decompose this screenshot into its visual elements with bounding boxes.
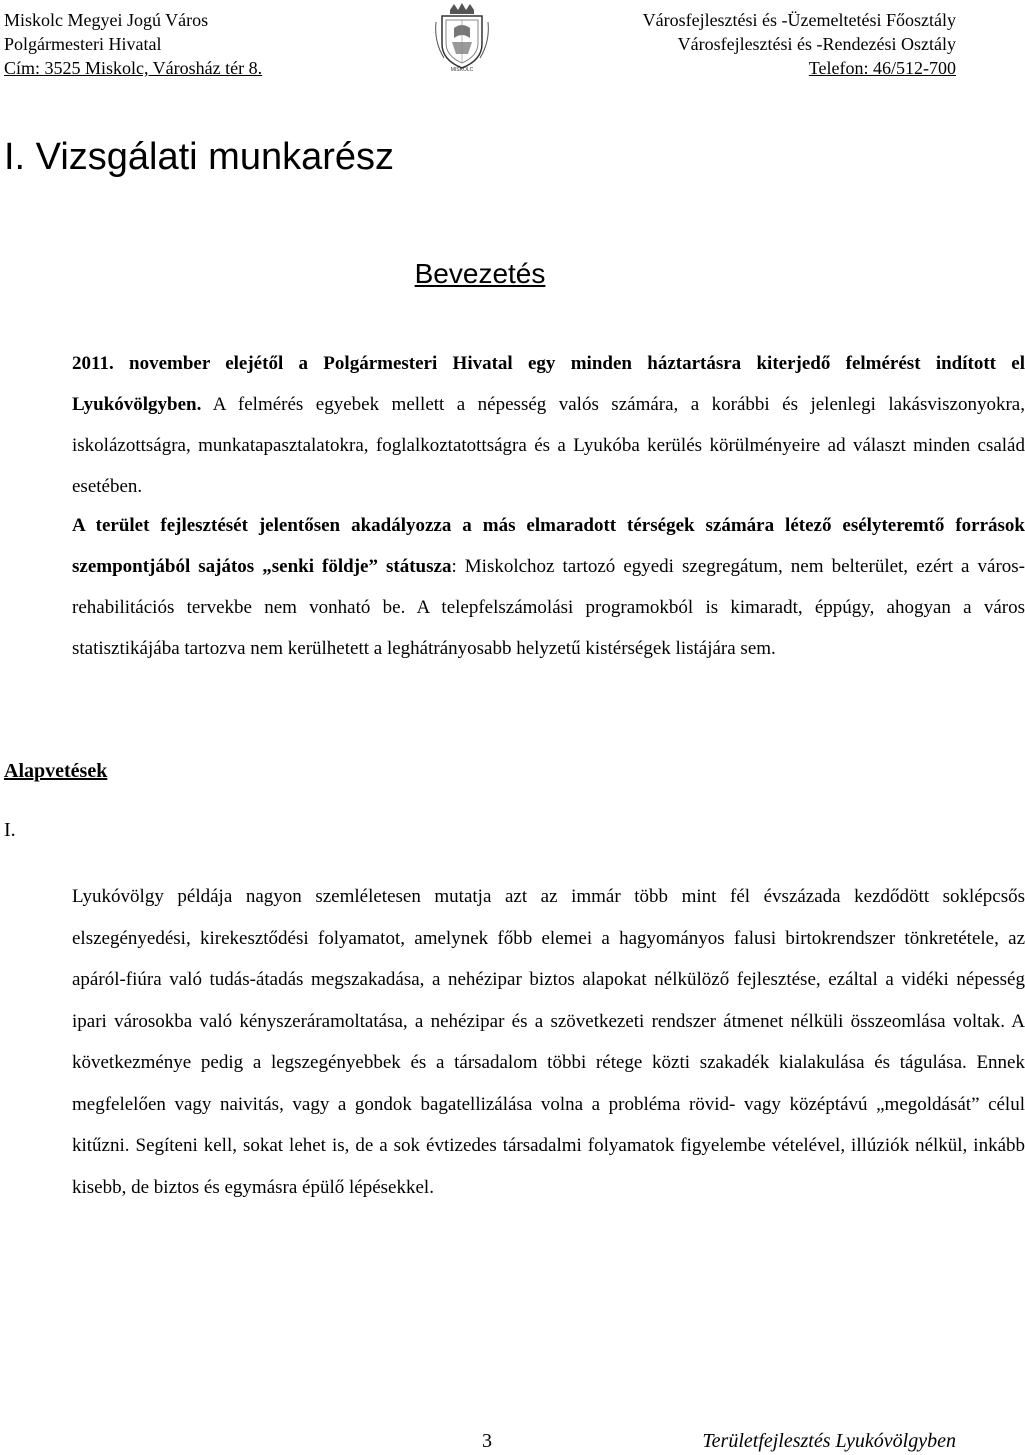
- header-right-block: [643, 8, 956, 80]
- header-org-name: Miskolc Megyei Jogú Város: [4, 10, 209, 30]
- page-footer: [0, 1428, 960, 1455]
- intro-bold-text: 2011. november elejétől a Polgármesteri Hivatal egy minden háztartásra kiterjedő felmérést indított el Lyukóvölgyben.: [72, 353, 1025, 415]
- roman-numeral: I.: [4, 819, 16, 841]
- header-phone: Telefon: 46/512-700: [808, 58, 956, 78]
- section-title: Bevezetés: [414, 258, 546, 289]
- header-office-name: Polgármesteri Hivatal: [4, 34, 162, 54]
- header-division: Városfejlesztési és -Rendezési Osztály: [677, 34, 956, 54]
- main-title: I. Vizsgálati munkarész: [4, 136, 395, 178]
- crest-label: MISKOLC: [450, 67, 474, 73]
- city-crest-icon: [432, 2, 492, 72]
- status-regular-text: : Miskolchoz tartozó egyedi szegregátum, nem belterület, ezért a város-rehabilitációs tervekbe nem vonható be. A telepfelszámolási programokból is kimaradt, éppúgy, ahogyan a város statisztikájába tartozva nem kerülhetett a leghátrányosabb helyzetű kistérségek listájára sem.: [72, 556, 1025, 659]
- status-bold-text: A terület fejlesztését jelentősen akadályozza a más elmaradott térségek számára létező esélyteremtő források szempontjából sajátos „senki földje” státusza: [72, 515, 1025, 577]
- header-department: Városfejlesztési és -Üzemeltetési Főosztály: [642, 10, 956, 30]
- intro-regular-text: A felmérés egyebek mellett a népesség valós számára, a korábbi és jelenlegi lakásviszonyokra, iskolázottságra, munkatapasztalatokra, foglalkoztatottságra és a Lyukóba kerülés körülményeire ad választ minden család esetében.: [72, 394, 1025, 497]
- status-paragraph: [4, 505, 1025, 669]
- header-address: Cím: 3525 Miskolc, Városház tér 8.: [4, 58, 263, 78]
- page-number: 3: [482, 1430, 492, 1452]
- intro-paragraph: [4, 343, 1025, 507]
- subheading: Alapvetések: [4, 760, 108, 782]
- body-paragraph: Lyukóvölgy példája nagyon szemléletesen mutatja azt az immár több mint fél évszázada kezdődött soklépcsős elszegényedési, kirekesztődési folyamatot, amelynek főbb elemei a hagyományos falusi birtokrendszer tönkretétele, az apáról-fiúra való tudás-átadás megszakadása, a nehézipar biztos alapokat nélkülöző fejlesztése, ezáltal a vidéki népesség ipari városokba való kényszeráramoltatása, a nehézipar és a szövetkezeti rendszer átmenet nélküli összeomlása voltak. A következménye pedig a legszegényebbek és a társadalom többi rétege közti szakadék kialakulása és tágulása. Ennek megfelelően vagy naivitás, vagy a gondok bagatellizálása volna a probléma rövid- vagy középtávú „megoldását” célul kitűzni. Segíteni kell, sokat lehet is, de a sok évtizedes társadalmi folyamatok figyelembe vételével, illúziók nélkül, inkább kisebb, de biztos és egymásra épülő lépésekkel.: [72, 886, 1025, 1198]
- page-header: [0, 0, 960, 80]
- footer-title: Területfejlesztés Lyukóvölgyben: [702, 1430, 956, 1452]
- header-left-block: [4, 8, 262, 80]
